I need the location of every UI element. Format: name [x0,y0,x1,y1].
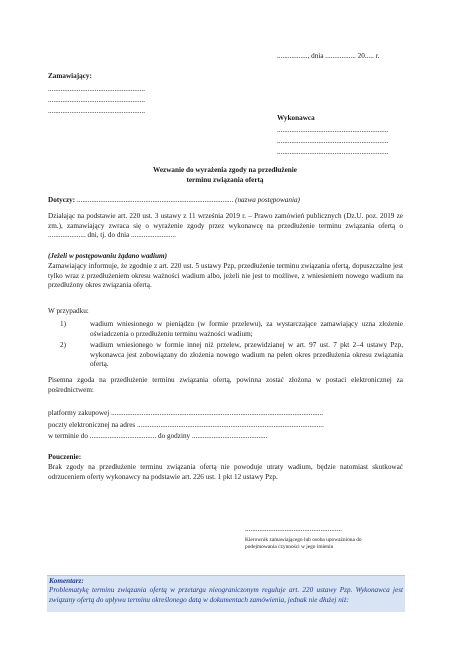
buyer-line-1: ...................................................... [48,85,146,93]
signature-caption-2: podejmowania czynności w jego imieniu [245,544,334,550]
instruction-paragraph: Brak zgody na przedłużenie terminu związania ofertą nie powoduje utraty wadium, będzie natomiast skutkować odrzuceniem oferty wykonawcy na podstawie art. 226 ust. 1 pkt 12 ustawy Pzp. [48,463,403,481]
channel-platform: platformy zakupowej ...................................................................................................................... [48,409,324,417]
deadline-dots: ..................................... do godziny .......................................... [87,432,268,440]
instruction-label: Pouczenie: [48,453,82,461]
contractor-line-3: .............................................................. [277,148,389,156]
regarding-line [48,196,300,206]
contractor-line-2: .............................................................. [277,137,389,145]
cases-label: W przypadku: [48,307,89,315]
written-consent-paragraph: Pisemna zgoda na przedłużenie terminu związania ofertą, powinna zostać złożona w postaci elektronicznej za pośrednictwem: [48,376,403,394]
deposit-heading: (Jeżeli w postępowaniu żądano wadium) [48,252,168,260]
place-date: ................., dnia ................. 20..... r. [277,52,380,60]
doc-title-line-2: terminu związania ofertą [186,176,264,184]
signature-caption-1: Kierownik zamawiającego lub osoba upoważniona do [245,537,362,543]
signature-dots: ...................................................... [245,525,343,533]
regarding-note: (nazwa postępowania) [235,196,300,204]
case-text-2: wadium wniesionego w formie innej niż przelew, przewidzianej w art. 97 ust. 7 pkt 2–4 ustawy Pzp, wykonawca jest zobowiązany do złożenia nowego wadium na pełen okres przedłużenia okresu związania ofertą. [90,341,403,369]
channel-email: poczty elektronicznej na adres ........................................................................................................ [48,421,324,429]
contractor-line-1: .............................................................. [277,126,389,134]
regarding-label: Dotyczy: [48,196,76,204]
comment-text: Problematykę terminu związania ofertą w przetargu nieograniczonym reguluje art. 220 ustawy Pzp. Wykonawca jest związany ofertą do upływu terminu określonego datą w dokumentach zamówienia, jednak nie dłużej niż: [49,586,403,604]
intro-paragraph: Działając na podstawie art. 220 ust. 3 ustawy z 11 września 2019 r. – Prawo zamówień publicznych (Dz.U. poz. 2019 ze zm.), zamawiający zwraca się o wyrażenie zgody przez wykonawcę na przedłużenie terminu związania ofertą o ..................... dni, tj. do dnia ......................... [48,212,403,240]
regarding-dots: ....................................................................................... [75,196,234,204]
buyer-label: Zamawiający: [48,72,92,80]
deadline-label: w terminie do [48,432,88,440]
comment-label: Komentarz: [49,577,84,585]
contractor-label: Wykonawca [277,114,315,122]
buyer-line-3: ...................................................... [48,107,146,115]
case-text-1: wadium wniesionego w pieniądzu (w formie przelewu), za wystarczające zamawiający uzna złożenie oświadczenia o przedłużeniu terminu ważności wadium; [90,320,403,338]
buyer-line-2: ...................................................... [48,96,146,104]
comment-box [47,575,405,612]
deposit-paragraph: Zamawiający informuje, że zgodnie z art. 220 ust. 5 ustawy Pzp, przedłużenie terminu związania ofertą, dopuszczalne jest tylko wraz z przedłużeniem okresu ważności wadium albo, jeżeli nie jest to możliwe, z wniesieniem nowego wadium na przedłużony okres związania ofertą. [48,262,403,290]
case-number-1: 1) [60,320,66,328]
channel-deadline [48,432,267,442]
place-date-line [277,52,379,62]
doc-title-line-1: Wezwanie do wyrażenia zgody na przedłużenie [153,166,297,174]
case-number-2: 2) [60,341,66,349]
